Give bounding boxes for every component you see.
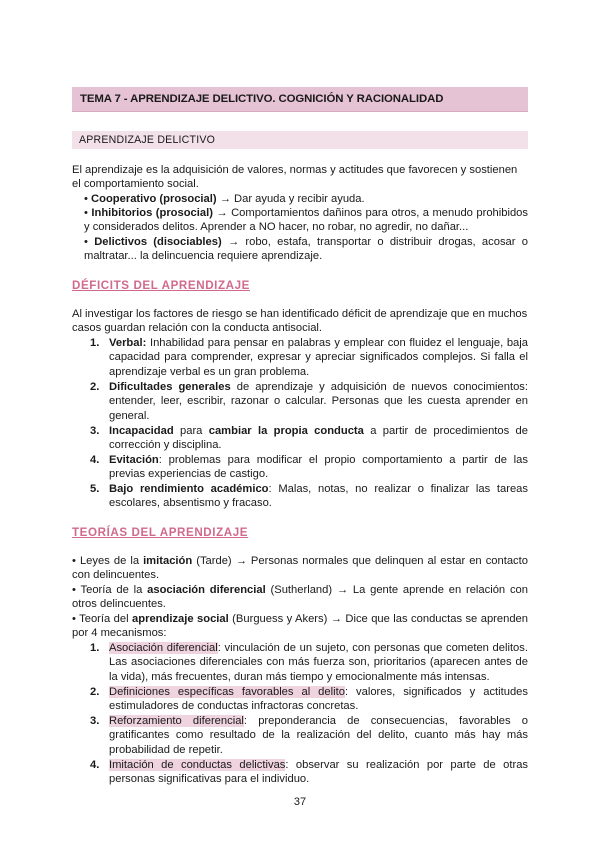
bullet-bold: Cooperativo (prosocial) bbox=[91, 193, 217, 205]
bullet-delictivos: • Delictivos (disociables) → robo, estafa, transportar o distribuir drogas, acosar o maltratar... la delincuencia requiere aprendizaje. bbox=[84, 236, 528, 263]
list-item bbox=[90, 424, 528, 453]
bullet-text: (Tarde) → Personas normales que delinquen al estar en contacto con delincuentes. bbox=[72, 555, 528, 582]
item-number: 4. bbox=[90, 759, 100, 771]
list-item bbox=[90, 482, 528, 511]
item-bold: cambiar la propia conducta bbox=[208, 425, 364, 437]
item-highlight: Imitación de conductas delictivas bbox=[109, 759, 286, 771]
item-text: : observar su realización por parte de otras personas significativas para el individuo. bbox=[109, 759, 529, 786]
bullet-bold: asociación diferencial bbox=[147, 584, 266, 596]
section-heading-teorias: TEORÍAS DEL APRENDIZAJE bbox=[72, 526, 249, 539]
item-highlight: Definiciones específicas favorables al delito bbox=[109, 686, 345, 698]
item-bold: Bajo rendimiento académico bbox=[109, 483, 269, 495]
item-bold: Dificultades generales bbox=[109, 381, 231, 393]
bullet-bold: Inhibitorios (prosocial) bbox=[91, 207, 213, 219]
bullet-cooperativo: • Cooperativo (prosocial) → Dar ayuda y recibir ayuda. bbox=[84, 193, 365, 205]
list-item bbox=[90, 453, 528, 482]
bullet-text: • Teoría del bbox=[72, 613, 133, 625]
bullet-text: → Dar ayuda y recibir ayuda. bbox=[216, 193, 365, 205]
list-item bbox=[90, 714, 528, 757]
list-item bbox=[90, 758, 528, 787]
item-bold: Incapacidad bbox=[109, 425, 174, 437]
item-text: a partir de procedimientos de corrección y disciplina. bbox=[109, 425, 529, 452]
item-text: : problemas para modificar el propio comportamiento a partir de las previas experiencias de castigo. bbox=[109, 454, 528, 481]
theory-bullet bbox=[72, 612, 528, 641]
theory-bullet bbox=[72, 554, 528, 583]
bullet-text: (Sutherland) → La gente aprende en relación con otros delincuentes. bbox=[72, 584, 528, 611]
item-text: : preponderancia de consecuencias, favorables o gratificantes como resultado de la realización del delito, cuanto más hay más probabilidad de repetir. bbox=[109, 715, 528, 756]
item-text: de aprendizaje y adquisición de nuevos conocimientos: entender, leer, escribir, razonar o calcular. Personas que les cuesta aprender en general. bbox=[109, 381, 528, 422]
list-item bbox=[90, 641, 528, 684]
theory-bullet bbox=[72, 583, 528, 612]
item-highlight: Asociación diferencial bbox=[109, 642, 218, 654]
section2-intro: Al investigar los factores de riesgo se han identificado déficit de aprendizaje que en muchos casos guardan relación con la conducta antisocial. bbox=[72, 308, 528, 335]
bullet-text: • Teoría de la bbox=[72, 584, 148, 596]
bullet-bold: Delictivos (disociables) bbox=[94, 236, 222, 248]
item-number: 2. bbox=[90, 381, 100, 393]
section-heading-deficits: DÉFICITS DEL APRENDIZAJE bbox=[72, 279, 251, 292]
item-number: 1. bbox=[90, 642, 100, 654]
item-number: 5. bbox=[90, 483, 100, 495]
item-number: 2. bbox=[90, 686, 100, 698]
item-text: : vinculación de un sujeto, con personas que cometen delitos. Las asociaciones diferenciales con más fuerza son, prioritarios (aparecen antes de la vida), más frecuentes, duran más tiempo y emocionalmente más intensas. bbox=[109, 642, 528, 683]
page-number: 37 bbox=[293, 796, 307, 808]
item-text: para bbox=[173, 425, 209, 437]
item-number: 3. bbox=[90, 425, 100, 437]
item-number: 3. bbox=[90, 715, 100, 727]
bullet-inhibitorios: • Inhibitorios (prosocial) → Comportamientos dañinos para otros, a menudo prohibidos y considerados delitos. Aprender a NO hacer, no robar, no agredir, no dañar... bbox=[84, 207, 528, 234]
item-text: : Malas, notas, no realizar o finalizar las tareas escolares, absentismo y fracaso. bbox=[109, 483, 528, 510]
item-text: : valores, significados y actitudes estimuladores de conductas infractoras concretas. bbox=[109, 686, 528, 713]
item-bold: Verbal: bbox=[109, 337, 147, 349]
chapter-title-bar bbox=[72, 87, 528, 112]
item-bold: Evitación bbox=[109, 454, 159, 466]
item-highlight: Reforzamiento diferencial bbox=[109, 715, 244, 727]
list-item bbox=[90, 380, 528, 423]
item-number: 4. bbox=[90, 454, 100, 466]
list-item bbox=[90, 336, 528, 379]
bullet-text: (Burguess y Akers) → Dice que las conductas se aprenden por 4 mecanismos: bbox=[72, 613, 528, 640]
section-heading-aprendizaje: APRENDIZAJE DELICTIVO bbox=[79, 134, 216, 146]
bullet-text: • Leyes de la bbox=[72, 555, 144, 567]
bullet-text: → Comportamientos dañinos para otros, a menudo prohibidos y considerados delitos. Aprender a NO hacer, no robar, no agredir, no dañar... bbox=[84, 207, 528, 234]
item-text: Inhabilidad para pensar en palabras y emplear con fluidez el lenguaje, baja capacidad para comprender, expresar y apreciar significados complejos. Si falla el aprendizaje verbal es un gran problema. bbox=[109, 337, 528, 378]
chapter-title: TEMA 7 - APRENDIZAJE DELICTIVO. COGNICIÓN Y RACIONALIDAD bbox=[80, 93, 444, 105]
section-heading-bar bbox=[72, 131, 528, 149]
bullet-bold: imitación bbox=[143, 555, 193, 567]
item-number: 1. bbox=[90, 337, 100, 349]
bullet-text: → robo, estafa, transportar o distribuir drogas, acosar o maltratar... la delincuencia requiere aprendizaje. bbox=[84, 236, 528, 263]
list-item bbox=[90, 685, 528, 714]
section1-intro: El aprendizaje es la adquisición de valores, normas y actitudes que favorecen y sostienen el comportamiento social. bbox=[72, 164, 518, 191]
bullet-bold: aprendizaje social bbox=[132, 613, 229, 625]
